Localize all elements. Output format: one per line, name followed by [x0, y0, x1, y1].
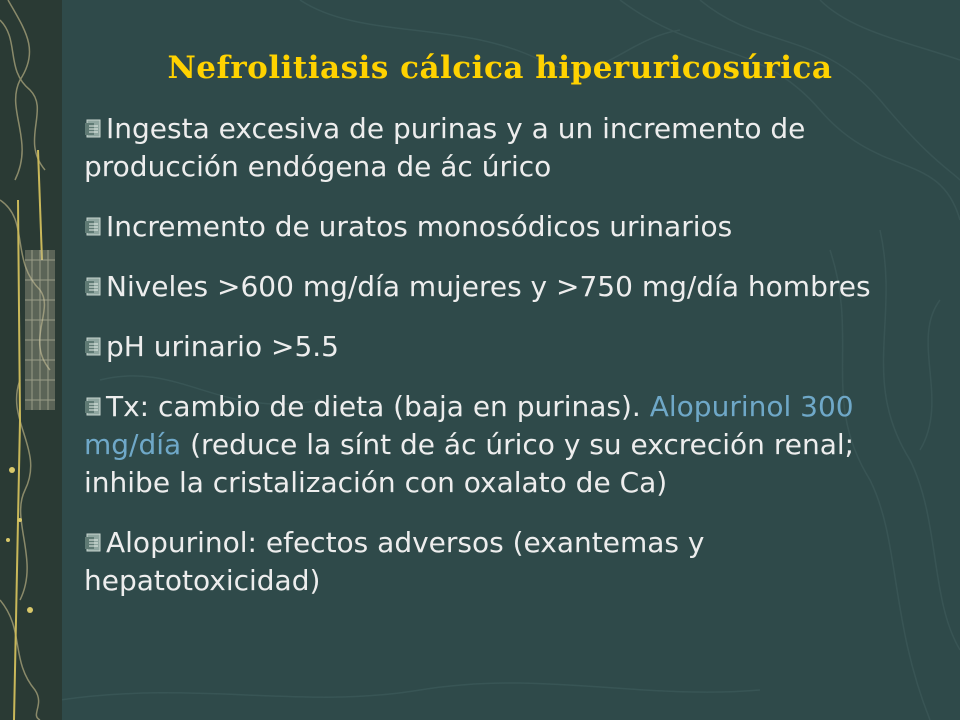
- bullet-text: pH urinario >5.5: [106, 330, 339, 363]
- document-bullet-icon: [84, 526, 104, 548]
- drug-highlight: Alopurinol 300 mg/día: [84, 390, 854, 461]
- bullet-item-niveles: [84, 268, 884, 306]
- document-bullet-icon: [84, 270, 104, 292]
- bullet-item-efectos-adversos: [84, 524, 884, 600]
- bullet-item-ingesta: [84, 110, 884, 186]
- bullet-item-uratos: [84, 208, 884, 246]
- document-bullet-icon: [84, 330, 104, 352]
- document-bullet-icon: [84, 390, 104, 412]
- bullet-text: (reduce la sínt de ác úrico y su excreción renal; inhibe la cristalización con oxalato de Ca): [84, 428, 855, 499]
- bullet-text: Niveles >600 mg/día mujeres y >750 mg/día hombres: [106, 270, 871, 303]
- bullet-text: Tx: cambio de dieta (baja en purinas).: [106, 390, 650, 423]
- bullet-text: Ingesta excesiva de purinas y a un incremento de producción endógena de ác úrico: [84, 112, 806, 183]
- bullet-item-tratamiento: [84, 388, 884, 502]
- bullet-item-ph: [84, 328, 884, 366]
- bullet-list: [84, 110, 884, 622]
- bullet-text: Incremento de uratos monosódicos urinarios: [106, 210, 733, 243]
- slide-title: Nefrolitiasis cálcica hiperuricosúrica: [167, 50, 833, 86]
- left-decorative-strip: [0, 0, 62, 720]
- document-bullet-icon: [84, 112, 104, 134]
- document-bullet-icon: [84, 210, 104, 232]
- bullet-text: Alopurinol: efectos adversos (exantemas y hepatotoxicidad): [84, 526, 705, 597]
